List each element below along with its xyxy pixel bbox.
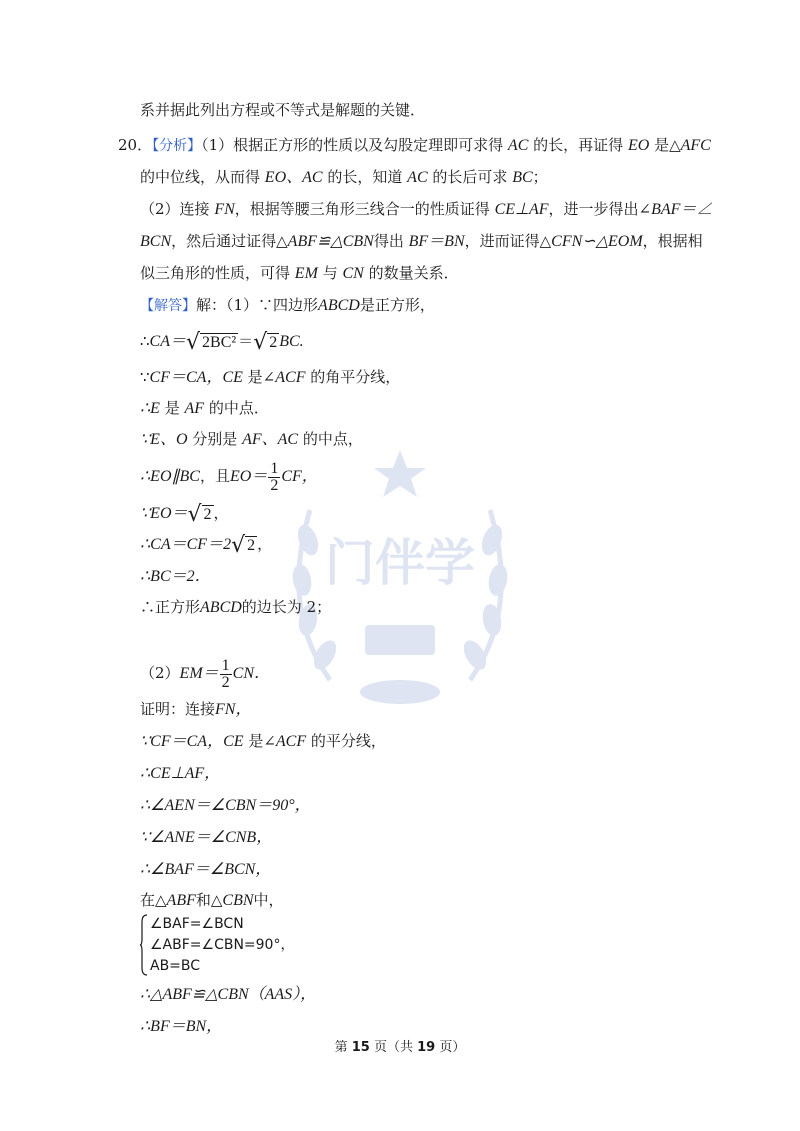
proof-line-7: 在△ABF和△CBN中，: [140, 891, 284, 909]
proof-line-5: ∵∠ANE＝∠CNB，: [140, 829, 273, 846]
analysis-line-4: BCN，然后通过证得△ABF≌△CBN得出 BF＝BN，进而证得△CFN∽△EOM，根据相: [140, 232, 703, 250]
part2-line-1: （2）EM＝ $\frac{1}{2}$ CN．: [140, 656, 271, 691]
proof-line-3: ∴CE⊥AF，: [140, 765, 221, 782]
answer-line-4: ∴E 是 AF 的中点．: [140, 399, 269, 417]
fraction: $\frac{1}{2}$: [221, 656, 230, 691]
proof-line-4: ∴∠AEN＝∠CBN＝90°，: [140, 797, 311, 814]
proof-line-2: ∵CF＝CA，CE 是∠ACF 的平分线，: [140, 732, 386, 750]
equation-system: ∠BAF=∠BCN ∠ABF=∠CBN=90°， AB=BC: [140, 914, 294, 977]
fraction: $\frac{1}{2}$: [270, 459, 279, 494]
answer-line-7: ∵EO＝√ 2 ，: [140, 501, 229, 527]
proof-line-8: ∴△ABF≌△CBN（AAS），: [140, 986, 317, 1003]
sqrt-expression: √ 2BC²: [186, 329, 237, 355]
answer-line-8: ∴CA＝CF＝2√ 2 ，: [140, 532, 273, 558]
proof-line-9: ∴BF＝BN，: [140, 1018, 223, 1035]
sqrt-expression: √ 2: [187, 501, 212, 527]
answer-line-3: ∵CF＝CA，CE 是∠ACF 的角平分线，: [140, 368, 401, 386]
proof-line-1: 证明：连接FN，: [140, 700, 252, 718]
analysis-line-3: （2）连接 FN，根据等腰三角形三线合一的性质证得 CE⊥AF，进一步得出∠BAF＝∠: [140, 200, 713, 218]
analysis-line-2: 的中位线，从而得 EO、AC 的长，知道 AC 的长后可求 BC；: [140, 168, 548, 186]
answer-line-9: ∴BC＝2．: [140, 568, 211, 585]
sqrt-expression: √ 2: [253, 329, 278, 355]
answer-line-1: 【解答】解：（1）∵四边形ABCD是正方形，: [140, 296, 435, 314]
sqrt-expression: √ 2: [231, 532, 256, 558]
analysis-line-1: 20．【分析】（1）根据正方形的性质以及勾股定理即可求得 AC 的长，再证得 EO 是△AFC: [118, 136, 711, 154]
proof-line-6: ∴∠BAF＝∠BCN，: [140, 861, 272, 878]
answer-tag: 【解答】: [140, 298, 196, 314]
brace-icon: [140, 914, 148, 976]
analysis-tag: 【分析】: [152, 138, 202, 154]
answer-line-6: ∴EO∥BC，且EO＝ $\frac{1}{2}$ CF，: [140, 459, 318, 494]
analysis-line-5: 似三角形的性质，可得 EM 与 CN 的数量关系．: [140, 264, 459, 282]
text-line: 系并据此列出方程或不等式是解题的关键．: [140, 101, 426, 119]
answer-line-2: ∴CA＝√ 2BC² ＝√ 2 BC.: [140, 326, 304, 356]
page-footer: 第 15 页（共 19 页）: [334, 1040, 466, 1055]
answer-line-5: ∵E、O 分别是 AF、AC 的中点，: [140, 430, 363, 448]
answer-line-10: ∴正方形ABCD的边长为 2；: [140, 598, 332, 616]
svg-text:门伴学: 门伴学: [325, 534, 475, 592]
